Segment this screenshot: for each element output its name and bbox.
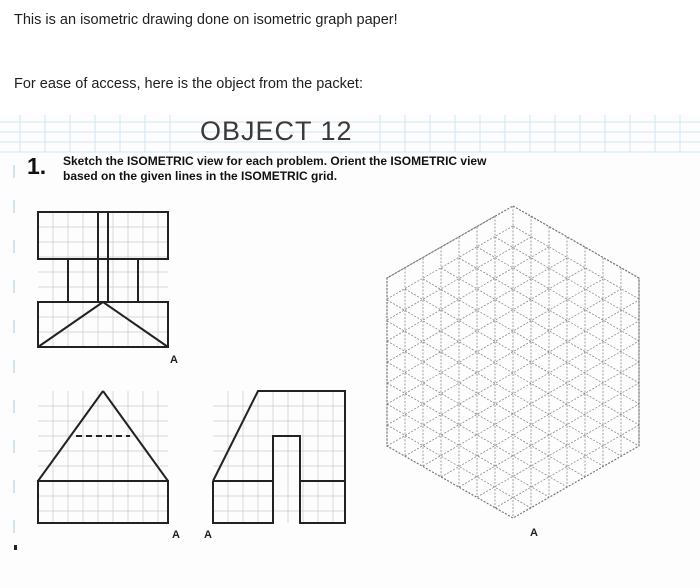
object-title: OBJECT 12 bbox=[200, 116, 353, 146]
iso-grid-label: A bbox=[530, 527, 538, 539]
intro-text: This is an isometric drawing done on isometric graph paper! bbox=[14, 12, 398, 28]
front-view-drawing bbox=[38, 391, 168, 523]
front-view-label: A bbox=[172, 529, 180, 541]
side-view-drawing bbox=[213, 391, 345, 523]
worksheet-scan bbox=[0, 115, 700, 588]
worksheet-drawings bbox=[0, 115, 700, 588]
question-number: 1. bbox=[27, 153, 47, 179]
top-view-label: A bbox=[170, 354, 178, 366]
access-text: For ease of access, here is the object from the packet: bbox=[14, 76, 363, 92]
question-text: Sketch the ISOMETRIC view for each problem. Orient the ISOMETRIC view based on the given lines in the ISOMETRIC grid. bbox=[63, 154, 487, 183]
top-view-drawing bbox=[38, 212, 168, 347]
isometric-grid bbox=[387, 206, 639, 518]
side-view-label: A bbox=[204, 529, 212, 541]
